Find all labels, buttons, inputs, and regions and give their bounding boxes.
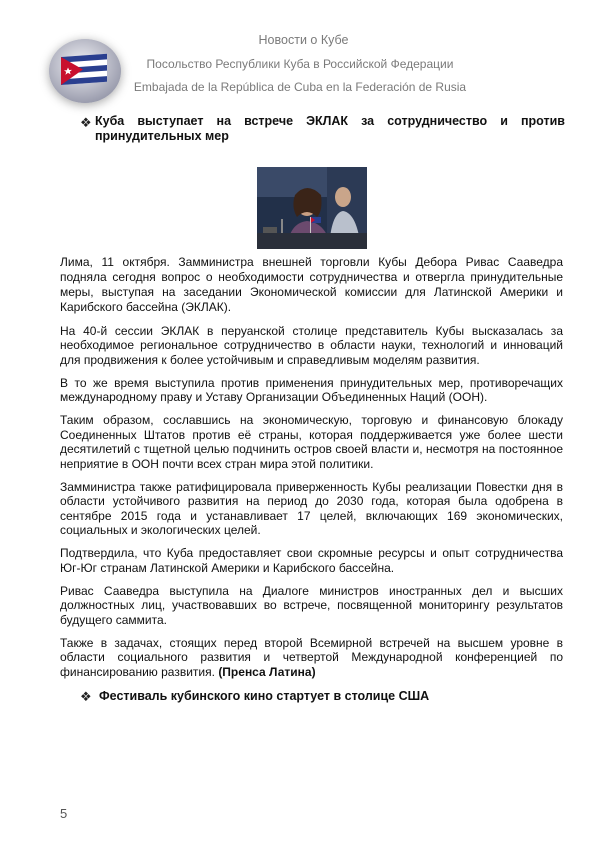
article-photo — [257, 167, 367, 249]
article-title-line1: Куба выступает на встрече ЭКЛАК за сотрудничество и против — [95, 114, 565, 128]
article-title — [95, 114, 565, 144]
article-paragraph-4: Таким образом, сославшись на экономическую, торговую и финансовую блокаду Соединенных Штатов против её страны, которая поддерживается уже более шести десятилетий с тщетной целью подчинить остров своей власти и, несмотря на постоянное неприятие в ООН почти всех стран мира этой политики. — [60, 413, 563, 471]
article-paragraph-3: В то же время выступила против применения принудительных мер, противоречащих международному праву и Уставу Организации Объединенных Наций (ООН). — [60, 375, 563, 404]
article-paragraph-5: Замминистра также ратифицировала приверженность Кубы реализации Повестки дня в области устойчивого развития на период до 2030 года, которая была одобрена в сентябре 2015 года и устанавливает 17 целей, включающих 169 экономических, социальных и экологических целей. — [60, 479, 563, 537]
article-title-line2: принудительных мер — [95, 129, 229, 143]
diamond-bullet-icon: ❖ — [80, 115, 92, 130]
diamond-bullet-icon: ❖ — [80, 689, 92, 704]
header-line-1: Новости о Кубе — [258, 33, 349, 47]
article-body — [60, 255, 563, 688]
page-header — [0, 0, 607, 108]
header-line-2: Посольство Республики Куба в Российской Федерации — [146, 57, 454, 71]
article-paragraph-7: Ривас Сааведра выступила на Диалоге министров иностранных дел и высших должностных лиц, участвовавших во встрече, посвященной мониторингу результатов будущего саммита. — [60, 583, 563, 627]
page-number: 5 — [60, 806, 68, 821]
article-paragraph-1: Лима, 11 октября. Замминистра внешней торговли Кубы Дебора Ривас Сааведра подняла сегодня вопрос о необходимости сотрудничества и отвергла принудительные меры, выступая на заседании Экономической комиссии для Латинской Америки и Карибского бассейна (ЭКЛАК). — [60, 255, 563, 314]
header-line-3: Embajada de la República de Cuba en la Federación de Rusia — [133, 80, 467, 94]
article-paragraph-2: На 40-й сессии ЭКЛАК в перуанской столице представитель Кубы высказалась за необходимое региональное сотрудничество в области науки, технологий и инноваций для продвижения к более устойчивым и справедливым моделям развития. — [60, 323, 563, 367]
article-paragraph-8 — [60, 636, 563, 680]
next-article-title: Фестиваль кубинского кино стартует в столице США — [99, 689, 430, 703]
article-paragraph-6: Подтвердила, что Куба предоставляет свои скромные ресурсы и опыт сотрудничества Юг-Юг странам Латинской Америки и Карибского бассейна. — [60, 546, 563, 575]
article-paragraph-8-text: Также в задачах, стоящих перед второй Всемирной встречей на высшем уровне в области социального развития и четвертой Международной конференцией по финансированию развития. — [60, 635, 563, 679]
article-source: (Пренса Латина) — [218, 664, 316, 679]
